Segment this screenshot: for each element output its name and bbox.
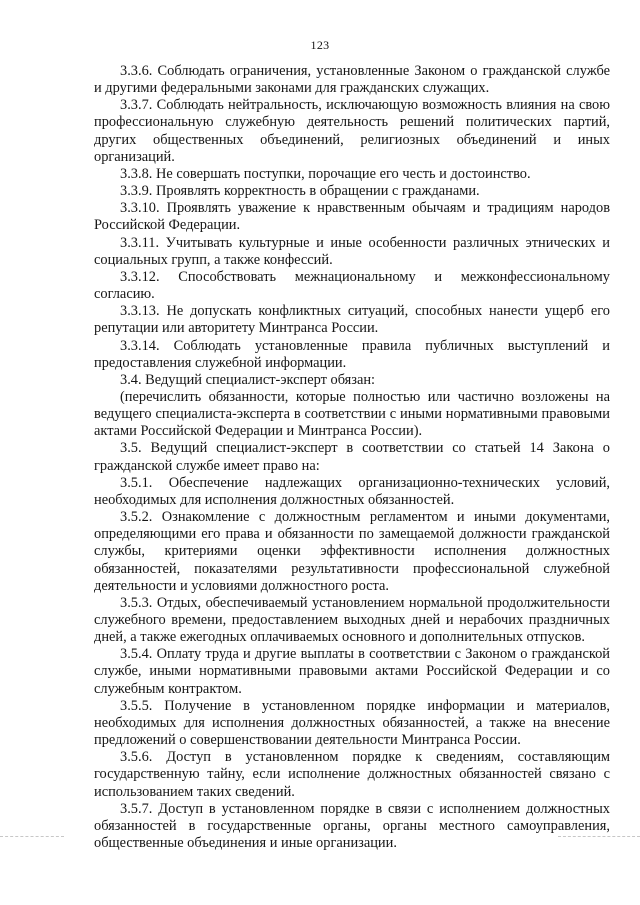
paragraph-3-4-note: (перечислить обязанности, которые полностью или частично возложены на ведущего специалиста-эксперта в соответствии с иными нормативными правовыми актами Российской Федерации и Минтранса России). [94, 388, 610, 440]
document-body [94, 63, 610, 852]
paragraph-3-4: 3.4. Ведущий специалист-эксперт обязан: [120, 371, 376, 388]
paragraph-3-5-2: 3.5.2. Ознакомление с должностным регламентом и иными документами, определяющими его права и обязанности по замещаемой должности гражданской службы, критериями оценки эффективности исполнения должностных обязанностей, показателями результативности профессиональной служебной деятельности и условиями должностного роста. [94, 509, 610, 594]
paragraph-3-5-4: 3.5.4. Оплату труда и другие выплаты в соответствии с Законом о гражданской службе, иными нормативными правовыми актами Российской Федерации и со служебным контрактом. [94, 646, 610, 697]
page-number: 123 [310, 38, 330, 52]
paragraph-3-3-6: 3.3.6. Соблюдать ограничения, установленные Законом о гражданской службе и другими федеральными законами для гражданских служащих. [94, 63, 610, 97]
paragraph-3-3-14: 3.3.14. Соблюдать установленные правила публичных выступлений и предоставления служебной информации. [94, 337, 610, 371]
paragraph-3-3-9: 3.3.9. Проявлять корректность в обращении с гражданами. [120, 183, 480, 200]
paragraph-3-3-8: 3.3.8. Не совершать поступки, порочащие его честь и достоинство. [120, 165, 531, 182]
paragraph-3-5-6: 3.5.6. Доступ в установленном порядке к сведениям, составляющим государственную тайну, если исполнение должностных обязанностей связано с использованием таких сведений. [94, 749, 610, 800]
paragraph-3-5-5: 3.5.5. Получение в установленном порядке информации и материалов, необходимых для исполнения должностных обязанностей, а также на внесение предложений о совершенствовании деятельности Минтранса России. [94, 697, 610, 749]
paragraph-3-3-7: 3.3.7. Соблюдать нейтральность, исключающую возможность влияния на свою профессиональную служебную деятельность решений политических партий, других общественных объединений, религиозных объединений и иных организаций. [94, 97, 610, 165]
paragraph-3-3-13: 3.3.13. Не допускать конфликтных ситуаций, способных нанести ущерб его репутации или авторитету Минтранса России. [94, 303, 610, 337]
paragraph-3-5: 3.5. Ведущий специалист-эксперт в соответствии со статьей 14 Закона о гражданской службе имеет право на: [94, 440, 610, 474]
paragraph-3-5-3: 3.5.3. Отдых, обеспечиваемый установлением нормальной продолжительности служебного времени, предоставлением выходных дней и нерабочих праздничных дней, а также ежегодных оплачиваемых основного и дополнительных отпусков. [94, 594, 610, 646]
scan-artifact-left [0, 836, 64, 837]
paragraph-3-5-7: 3.5.7. Доступ в установленном порядке в связи с исполнением должностных обязанностей в государственные органы, органы местного самоуправления, общественные объединения и иные организации. [94, 800, 610, 852]
paragraph-3-3-12: 3.3.12. Способствовать межнациональному и межконфессиональному согласию. [94, 268, 610, 303]
scan-artifact-right [558, 836, 640, 837]
paragraph-3-5-1: 3.5.1. Обеспечение надлежащих организационно-технических условий, необходимых для исполнения должностных обязанностей. [94, 474, 610, 508]
paragraph-3-3-10: 3.3.10. Проявлять уважение к нравственным обычаям и традициям народов Российской Федерации. [94, 200, 610, 234]
paragraph-3-3-11: 3.3.11. Учитывать культурные и иные особенности различных этнических и социальных групп, а также конфессий. [94, 234, 610, 268]
